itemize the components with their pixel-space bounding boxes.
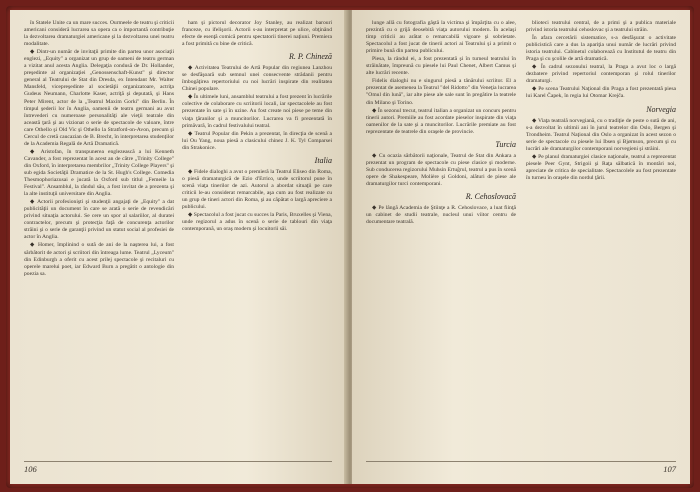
left-page-number: 106 xyxy=(24,464,37,474)
paragraph: în Statele Unite ca un mare succes. Ourmeele de teatru şi criticii americani consideră lucrarea sa opera ca o importantă contribuţie la dezvoltarea dramaturgiei americane şi la dezvoltarea unei teatru modalitate. xyxy=(24,20,174,48)
paragraph: ◆ În ultimele luni, ansamblul teatrului a fost prezent în lucrările colective de colaborare cu scriitorii locali, iar spectacolele au fost prezentate în sate şi în uzine. Au fost create noi piese pe teme din viaţa ţăranilor şi a muncitorilor. Lucrarea va fi prezentată în primăvară, în cadrul festivalului teatral. xyxy=(182,94,332,129)
paragraph: ◆ Activitatea Teatrului de Artă Popular din regiunea Lanzhou se desfăşoară sub semnul unei consecvente strădanii pentru îmbogăţirea repertoriului cu noi lucrări inspirate din realitatea Chinei populare. xyxy=(182,65,332,93)
paragraph: ◆ Dintr-un număr de invitaţii primite din partea unor asociaţii englezi, „Equity" a organizat un grup de oameni de teatru german a vizitat anul acesta Anglia. Delegaţia condusă de Dr. Hollander, preşedinte al organizaţiei „Genossenschaft-Kunst" şi director general al Teatrului de Stat din Dresda, ex Intendant Mr. Walter Mansfeld, vicepreşedinte al societăţii organizatoare, actriţa Gudeus Neumann, Charlotte Kaser, actriţă şi deputată, şi Hans Peter Mirent, actor de la „Teatrul Maxim Gorki" din Berlin. În timpul şederii lor în Anglia, oamenii de teatru germani au avut întrevederi cu numeroase personalităţi ale vieţii teatrale din această ţară şi au vizionat o serie de spectacole de valoare, între care Othello şi Old Vic şi Othello la Stratford-on-Avon, precum şi Cercul de cretă caucazian de B. Brecht, în interpretarea studenţilor de la Academia Regală de Artă Dramatică. xyxy=(24,49,174,147)
paragraph: ◆ Pe scena Teatrului Naţional din Praga a fost prezentată piesa lui Karel Čapek, în regia lui Otomar Krejča. xyxy=(526,86,676,100)
paragraph: ◆ În sezonul trecut, teatrul italian a organizat un concurs pentru tinerii autori. Premiile au fost acordate pieselor inspirate din viaţa oamenilor de la sate şi a muncitorilor. Lucrările premiate au fost reprezentate de teatrele din oraşele de provincie. xyxy=(366,107,516,135)
paragraph: Piesa, la rândul ei, a fost prezentată şi în turneul teatrului în străinătate, împreună cu piesele lui Paul Chenet, Albert Camus şi alte lucrări recente. xyxy=(366,56,516,77)
section-heading: R. P. Chineză xyxy=(289,52,332,62)
paragraph: ◆ Fidele dialoghi a avut o premieră la Teatrul Eliseo din Roma, o piesă dramaturgică de Ezio d'Errico, unde scriitorul pune în scenă viaţa tinerilor de azi. Autorul a abordat situaţii pe care criticii le-au considerat remarcabile, aşa cum au fost realizate cu un grup de tineri actori din Roma, şi au căpătat o largă apreciere a publicului. xyxy=(182,168,332,210)
right-footer-rule xyxy=(366,461,676,462)
section-heading: R. Cehoslovacă xyxy=(465,191,516,201)
paragraph: ◆ Cu ocazia sărbătorii naţionale, Teatrul de Stat din Ankara a prezentat un program de spectacole cu piese clasice şi moderne. Sub conducerea regizorului Muhsin Ertuğrul, teatrul a pus în scenă opere de Shakespeare, Molière şi Goldoni, alături de piese ale dramaturgilor turci contemporani. xyxy=(366,152,516,187)
paragraph: ◆ Actorii profesionişti şi studenţii angajaţi de „Equity" a dat publicităţii un document în care se arată o serie de revendicări privind situaţia actorului. Se cere un spor al salariilor, al duratei contractelor, precum şi protecţia faţă de concurenţa actorilor străini şi o serie de garanţii privind un statut social al profesiei de actor în Anglia. xyxy=(24,199,174,241)
left-footer-rule xyxy=(24,461,332,462)
right-page xyxy=(352,10,690,484)
paragraph: ◆ Viaţa teatrală norvegiană, cu o tradiţie de peste o sută de ani, s-a dezvoltat în ultimii ani în jurul teatrelor din Oslo, Bergen şi Trondheim. Teatrul Naţional din Oslo a organizat în acest sezon o serie de spectacole cu piesele lui Ibsen şi Bjørnson, precum şi cu lucrări ale dramaturgilor contemporani norvegieni şi străini. xyxy=(526,117,676,152)
book-spread xyxy=(6,6,694,488)
paragraph: ◆ Spectacolul a fost jucat cu succes la Paris, Bruxelles şi Viena, unde regizorul a adus în scenă o serie de tablouri din viaţa contemporană, un oraş modern şi locuitorii săi. xyxy=(182,212,332,233)
right-column-2 xyxy=(526,20,676,183)
left-page xyxy=(10,10,348,484)
paragraph: ◆ Pe planul dramaturgiei clasice naţionale, teatrul a reprezentat piesele Peer Gynt, Strigoii şi Raţa sălbatică în montări noi, apreciate de critica de specialitate. Spectacolele au fost prezentate în turneu în oraşele din nordul ţării. xyxy=(526,153,676,181)
paragraph: ham şi pictorul decorator Joy Stanley, au realizat barouri franceze, cu ifelişorii. Actorii s-au interpretat pe ulice, obţinând efecte de esenţă comică pentru spectatorii tinerei naţiuni. Premiera a fost primită cu bine de critică. xyxy=(182,20,332,48)
section-heading: Italia xyxy=(314,155,332,165)
paragraph: Fidelis dialoghi nu e singurul piesă a tânărului scriitor. El a prezentat de asemenea la Teatrul "del Ridotto" din Veneţia lucrarea "Omul din lună", iar alte piese ale sale sunt în pregătire la teatrele din Milano şi Torino. xyxy=(366,78,516,106)
right-column-1 xyxy=(366,20,516,227)
left-column-1 xyxy=(24,20,174,279)
paragraph: lunge allă cu fotografia gâştă la victima şi împărţita cu o alee, prezintă cu o grijă deosebită viaţa autorului modern. În acelaşi timp criticii au arătat o remarcabilă vigoare şi sobrietate. Spectacolul a fost jucat de tinerii actori ai Teatrului şi a primit o primire bună din partea publicului. xyxy=(366,20,516,55)
paragraph: ◆ Pe lângă Academia de Ştiinţe a R. Cehoslovace, a luat fiinţă un cabinet de studii teatrale, nucleul unui viitor centru de documentare teatrală. xyxy=(366,204,516,226)
section-heading: Norvegia xyxy=(646,104,676,114)
paragraph: În afara cercetării sistematice, s-a desfăşurat o activitate publicistică care a dus la apariţia unui număr de lucrări privind istoria teatrului. Cabinetul colaborează cu Institutul de teatru din Praga şi cu şcolile de artă dramatică. xyxy=(526,35,676,63)
paragraph: ◆ Teatrul Popular din Pekin a prezentat, în direcţia de scenă a lui Ou Yang, noua piesă a clasicului chinez J. K. Tyl Comparsei din Strakonice. xyxy=(182,130,332,151)
paragraph: blioteci teatrului central, de a primi şi a publica materiale privind istoria teatrului cehoslovac şi a teatrului străin. xyxy=(526,20,676,34)
paragraph: ◆ Homer, împlinind o sută de ani de la naşterea lui, a fost sărbătorit de actori şi scriitori din întreaga lume. Teatrul „Lyceum" din Edinburgh a oferit cu acest prilej spectacole şi recitaluri cu operele marelui poet, iar Edward Burn a pregătit o antologie din poezia sa. xyxy=(24,242,174,277)
right-page-number: 107 xyxy=(663,464,676,474)
paragraph: ◆ Aristofan, în transpunerea englezească a lui Kenneth Cavander, a fost reprezentat în acest an de către „Trinity College" din Oxford, în interpretarea membrilor „Trinity College Players" şi sub egida Societăţii Dramatice de la St. Hugh's College. Comedia Thesmophoriazusai e jucată la Oxford sub titlul „Femeile la Festival". Ansamblul, la rândul său, a fost invitat de a prezenta şi la alte instituţii universitare din Anglia. xyxy=(24,148,174,198)
paragraph: ◆ În cadrul sezonului teatral, la Praga a avut loc o largă dezbatere privind repertoriul contemporan şi rolul tinerilor dramaturgi. xyxy=(526,64,676,85)
section-heading: Turcia xyxy=(495,139,516,149)
left-column-2 xyxy=(182,20,332,234)
